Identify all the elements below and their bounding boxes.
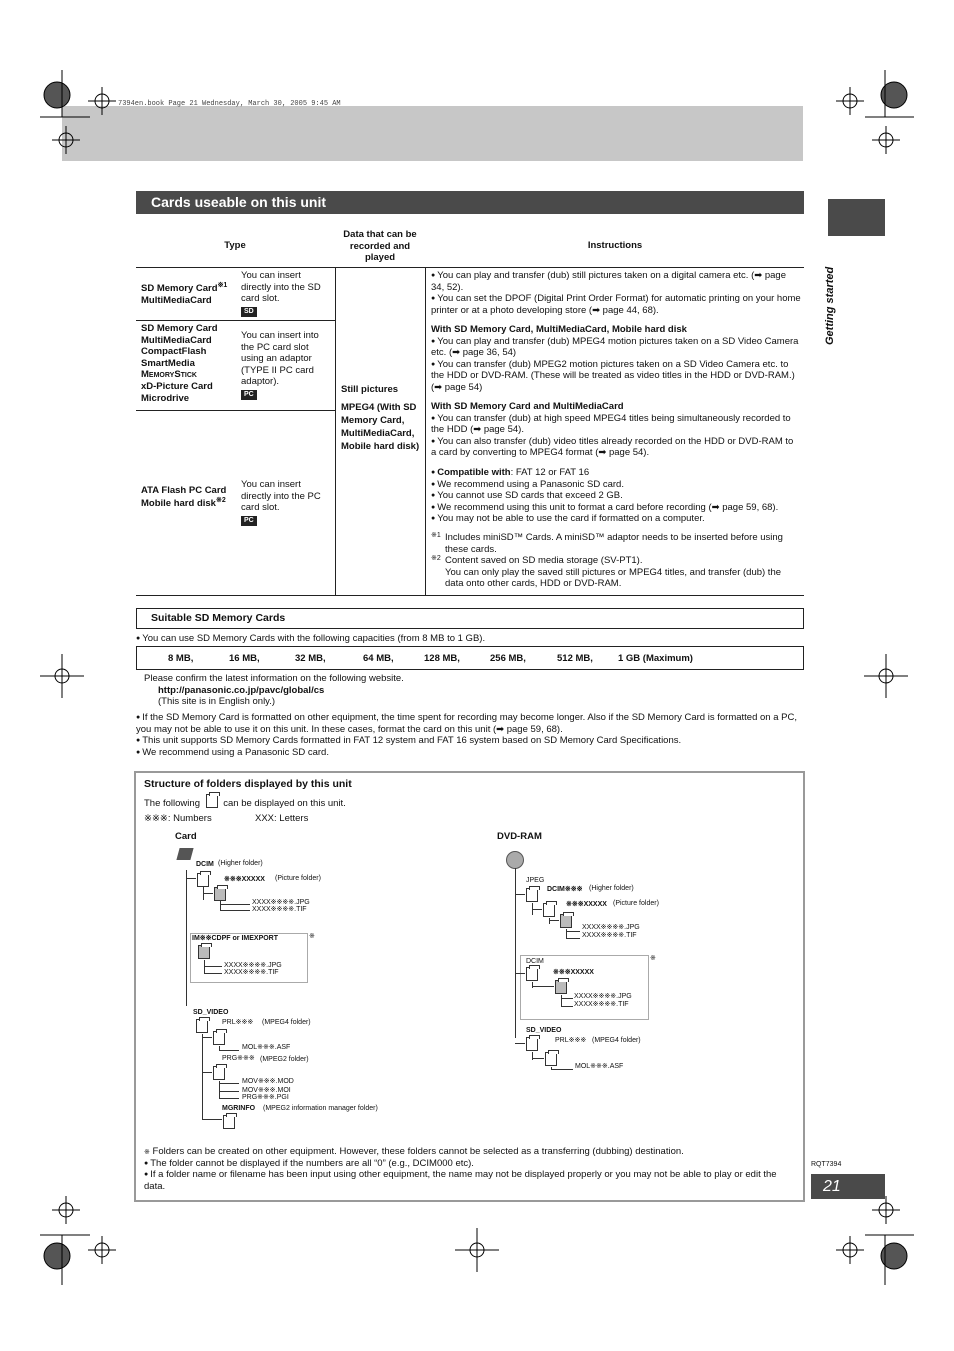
dvd-label: DVD-RAM	[497, 831, 542, 842]
side-label: Getting started	[824, 266, 836, 345]
dvd-picture-folder2: ※※※XXXXX	[553, 969, 594, 976]
instructions-still: ● You can play and transfer (dub) still pictures taken on a digital camera etc. (➡ page 34, 52). ● You can set the DPOF (Digital Print Order Format) for automatic printing on your home printer or at a photo developing store (➡ page 44, 68).	[431, 270, 801, 316]
folder-icon	[555, 980, 567, 994]
folder-icon	[560, 914, 572, 928]
card-im-folder: IM※※CDPF or IMEXPORT	[192, 935, 279, 942]
type-pc-card-list: SD Memory Card MultiMediaCard CompactFlash SmartMedia MemoryStick xD-Picture Card Microdrive	[141, 323, 218, 404]
folder-icon	[543, 903, 555, 917]
instructions-mpeg4-all: With SD Memory Card, MultiMediaCard, Mobile hard disk ● You can play and transfer (dub) MPEG4 motion pictures taken on a SD Video Camera etc. (➡ page 36, 54) ● You can transfer (dub) MPEG2 motion pictures taken on a SD Video Camera etc. to the HDD or DVD-RAM. (These will be treated as video titles in the HDD or DVD-RAM.) (➡ page 54)	[431, 324, 801, 394]
confirm-text: Please confirm the latest information on the following website.	[144, 673, 404, 684]
suitable-bullets: ● If the SD Memory Card is formatted on other equipment, the time spent for recording may become longer. Also if the SD Memory Card is formatted on a PC, you may not be able to use it on this unit. In these cases, format the card on this unit (➡ page 59, 68). ● This unit supports SD Memory Cards formatted in FAT 12 system and FAT 16 system based on SD Memory Card Specifications. ● We recommend using a Panasonic SD card.	[136, 712, 804, 758]
structure-heading: Structure of folders displayed by this unit	[144, 778, 352, 790]
dvd-picture-folder-desc: (Picture folder)	[613, 900, 659, 907]
card-moi: MOV※※※.MOI	[242, 1087, 291, 1094]
folder-icon	[213, 1066, 225, 1080]
card-jpg: XXXX※※※※.JPG	[252, 899, 310, 906]
card-prg: PRG※※※	[222, 1055, 255, 1062]
card-dcim: DCIM	[196, 861, 214, 868]
folder-icon	[196, 1019, 208, 1033]
side-tab	[828, 199, 885, 236]
suitable-intro: ● You can use SD Memory Cards with the following capacities (from 8 MB to 1 GB).	[136, 633, 804, 645]
card-tif2: XXXX※※※※.TIF	[224, 969, 279, 976]
row2-insert-text: You can insert into the PC card slot using an adaptor (TYPE II PC card adaptor). PC	[241, 330, 319, 398]
card-prl: PRL※※※	[222, 1019, 254, 1026]
card-prl-desc: (MPEG4 folder)	[262, 1019, 311, 1026]
folder-icon	[526, 888, 538, 902]
capacity: 1 GB (Maximum)	[618, 653, 693, 664]
card-label: Card	[175, 831, 197, 842]
capacity: 512 MB,	[557, 653, 593, 664]
card-pgi: PRG※※※.PGI	[242, 1094, 289, 1101]
card-mgrinfo: MGRINFO	[222, 1105, 256, 1112]
card-mol: MOL※※※.ASF	[242, 1044, 291, 1051]
registration-circle-bl	[44, 1243, 70, 1269]
folder-icon	[197, 873, 209, 887]
card-jpg2: XXXX※※※※.JPG	[224, 962, 282, 969]
sd-badge: SD	[241, 307, 257, 317]
suitable-heading: Suitable SD Memory Cards	[136, 608, 804, 629]
dvd-jpeg: JPEG	[526, 877, 545, 884]
card-picture-folder: ※※※XXXXX	[224, 876, 265, 883]
type-sd-card: SD Memory Card$^{※1}$ MultiMediaCard	[141, 282, 228, 306]
capacity: 256 MB,	[490, 653, 526, 664]
english-note: (This site is in English only.)	[158, 696, 276, 707]
table-rule	[136, 410, 335, 411]
capacity: 128 MB,	[424, 653, 460, 664]
structure-footnotes: ※ Folders can be created on other equipment. However, these folders cannot be selected as a transferring (dubbing) destination. ● The folder cannot be displayed if the numbers are all “0” (e.g., DCIM000 etc). ● If a folder name or filename has been input using other equipment, the name may not be displayed properly or you may not be able to play or edit the data.	[144, 1146, 799, 1192]
folder-icon	[545, 1052, 557, 1066]
dvd-mol: MOL※※※.ASF	[575, 1063, 624, 1070]
card-im-mark: ※	[309, 933, 315, 940]
book-info-line: 7394en.book Page 21 Wednesday, March 30, 2005 9:45 AM	[118, 100, 341, 108]
following-text: The following can be displayed on this unit.	[144, 796, 346, 810]
pc-badge: PC	[241, 390, 257, 400]
col-header-instructions: Instructions	[587, 240, 643, 251]
card-mod: MOV※※※.MOD	[242, 1078, 294, 1085]
page-number: 21	[811, 1174, 885, 1199]
dvd-disc-icon	[506, 851, 524, 869]
col-header-data: Data that can be recorded and played	[343, 229, 417, 264]
dvd-sdvideo: SD_VIDEO	[526, 1027, 562, 1034]
folder-icon	[206, 794, 218, 808]
legend-letters: XXX: Letters	[255, 813, 309, 824]
capacity: 64 MB,	[363, 653, 394, 664]
capacity-box	[136, 646, 804, 670]
dvd-prl: PRL※※※	[555, 1037, 587, 1044]
card-dcim-desc: (Higher folder)	[218, 860, 263, 867]
folder-icon	[526, 967, 538, 981]
instructions-compat: ● Compatible with: FAT 12 or FAT 16 ● We recommend using a Panasonic SD card. ● You cannot use SD cards that exceed 2 GB. ● We recommend using this unit to format a card before recording (➡ page 59, 68). ● You may not be able to use the card if formatted on a computer.	[431, 467, 801, 525]
table-footnotes: ※1 Includes miniSD™ Cards. A miniSD™ adaptor needs to be inserted before using these cards. ※2 Content saved on SD media storage (SV-PT1). You can only play the saved still pictures or MPEG4 titles, and transfer (dub) the data onto other cards, HDD or DVD-RAM.	[431, 532, 783, 590]
dvd-dcim2-mark: ※	[650, 955, 656, 962]
card-picture-folder-desc: (Picture folder)	[275, 875, 321, 882]
table-rule	[136, 267, 804, 268]
dvd-picture-folder: ※※※XXXXX	[566, 901, 607, 908]
section-title: Cards useable on this unit	[136, 191, 804, 214]
instructions-mpeg4-sd: With SD Memory Card and MultiMediaCard ● You can transfer (dub) at high speed MPEG4 titles being simultaneously recorded to the HDD (➡ page 54). ● You can also transfer (dub) video titles already recorded on the HDD or DVD-RAM to a card by converting to MPEG4 format (➡ page 54).	[431, 401, 801, 459]
card-prg-desc: (MPEG2 folder)	[260, 1056, 309, 1063]
row1-insert-text: You can insert directly into the SD card slot. SD	[241, 270, 321, 315]
table-rule	[136, 320, 335, 321]
doc-code: RQT7394	[811, 1161, 842, 1168]
table-divider	[425, 267, 426, 595]
dvd-jpg2: XXXX※※※※.JPG	[574, 993, 632, 1000]
col-header-type: Type	[224, 240, 246, 251]
structure-box	[134, 771, 805, 1202]
type-ata-card: ATA Flash PC Card Mobile hard disk$^{※2}$	[141, 485, 227, 509]
legend-numbers: ※※※: Numbers	[144, 813, 212, 824]
dvd-dcim-desc: (Higher folder)	[589, 885, 634, 892]
dvd-tif: XXXX※※※※.TIF	[582, 932, 637, 939]
table-rule	[136, 595, 804, 596]
card-mgrinfo-desc: (MPEG2 information manager folder)	[263, 1105, 378, 1112]
dvd-jpg: XXXX※※※※.JPG	[582, 924, 640, 931]
capacity: 16 MB,	[229, 653, 260, 664]
dvd-dcim2: DCIM	[526, 958, 544, 965]
card-tif: XXXX※※※※.TIF	[252, 906, 307, 913]
row3-insert-text: You can insert directly into the PC card slot. PC	[241, 479, 321, 524]
data-mpeg4: MPEG4 (With SD Memory Card, MultiMediaCard, Mobile hard disk)	[341, 402, 420, 452]
data-still-pictures: Still pictures	[341, 384, 399, 395]
folder-icon	[213, 1031, 225, 1045]
folder-icon	[214, 887, 226, 901]
registration-circle-tl	[44, 82, 70, 108]
pc-badge: PC	[241, 516, 257, 526]
dvd-dcim: DCIM※※※	[547, 886, 583, 893]
folder-icon	[198, 945, 210, 959]
table-divider	[335, 267, 336, 595]
capacity: 8 MB,	[168, 653, 194, 664]
dvd-tif2: XXXX※※※※.TIF	[574, 1001, 629, 1008]
folder-icon	[526, 1037, 538, 1051]
folder-icon	[223, 1115, 235, 1129]
website-link[interactable]: http://panasonic.co.jp/pavc/global/cs	[158, 685, 325, 696]
capacity: 32 MB,	[295, 653, 326, 664]
dvd-prl-desc: (MPEG4 folder)	[592, 1037, 641, 1044]
card-sdvideo: SD_VIDEO	[193, 1009, 229, 1016]
